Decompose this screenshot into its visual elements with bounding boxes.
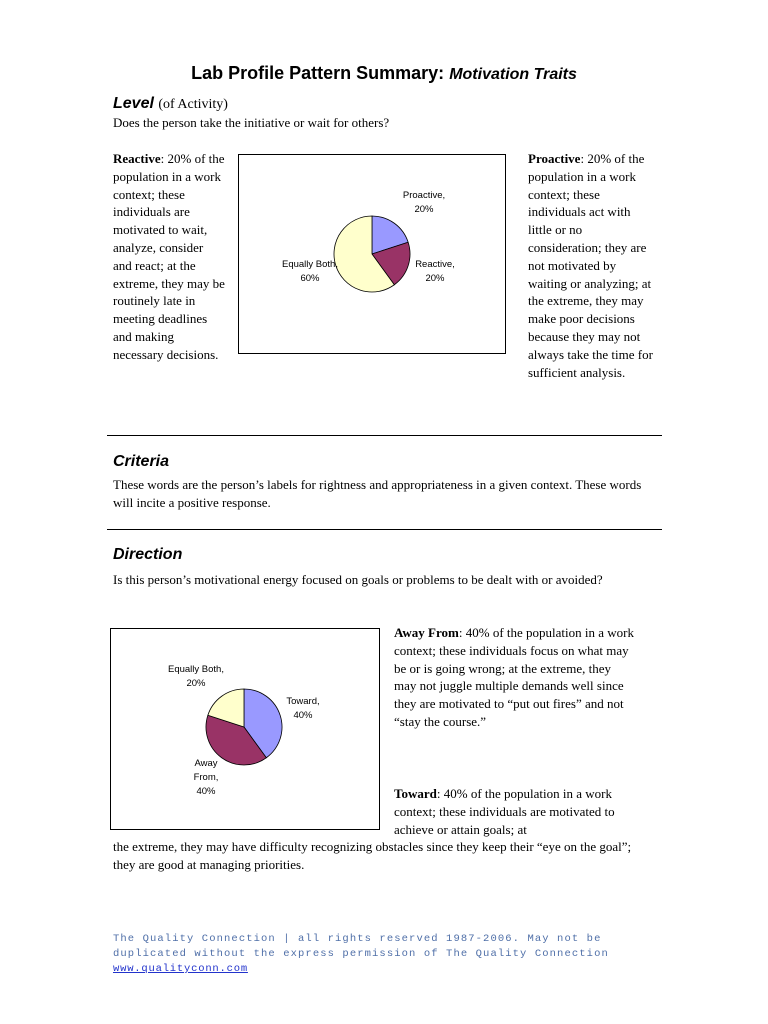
pie2-label-toward: Toward, 40% xyxy=(286,696,320,721)
proactive-term: Proactive xyxy=(528,151,581,166)
title-sub: Motivation Traits xyxy=(449,66,577,83)
toward-term: Toward xyxy=(394,786,437,801)
pie2-label-equally: Equally Both, 20% xyxy=(168,664,224,689)
level-heading-sub: (of Activity) xyxy=(158,97,228,112)
direction-pie-svg xyxy=(111,629,379,829)
title-main: Lab Profile Pattern Summary: xyxy=(191,63,445,83)
level-pie xyxy=(334,216,410,292)
reactive-description xyxy=(113,150,225,364)
toward-description-continued: the extreme, they may have difficulty recognizing obstacles since they keep their “eye on the goal”; they are good at managing priorities. xyxy=(113,839,632,872)
page-title xyxy=(0,63,768,84)
level-pie-svg xyxy=(239,155,505,353)
divider-1 xyxy=(107,435,662,436)
direction-chart xyxy=(110,628,380,830)
toward-description xyxy=(394,785,639,838)
level-question: Does the person take the initiative or wait for others? xyxy=(113,115,390,130)
away-text: : 40% of the population in a work context; these individuals focus on what may be or is going wrong; at the extreme, they may not juggle multiple demands well since they are motivated to “put out fires” and not “stay the course.” xyxy=(394,625,634,729)
proactive-text: : 20% of the population in a work context; these individuals act with little or no consideration; they are not motivated by waiting or analyzing; at the extreme, they may make poor decisions because they may not always take the time for sufficient analysis. xyxy=(528,151,653,380)
pie2-label-away: Away From, 40% xyxy=(193,758,219,797)
pie1-label-reactive: Reactive, 20% xyxy=(415,259,455,284)
level-heading xyxy=(113,95,228,113)
footer-copyright: The Quality Connection | all rights reserved 1987-2006. May not be duplicated without the express permission of The Quality Connection xyxy=(113,933,609,960)
away-from-description xyxy=(394,624,634,731)
pie1-label-equally: Equally Both, 60% xyxy=(282,259,338,284)
proactive-description xyxy=(528,150,656,381)
reactive-term: Reactive xyxy=(113,151,161,166)
level-chart xyxy=(238,154,506,354)
direction-heading: Direction xyxy=(113,546,183,563)
direction-pie xyxy=(206,689,282,765)
divider-2 xyxy=(107,529,662,530)
reactive-text: : 20% of the population in a work context; these individuals are motivated to wait, analyze, consider and react; at the extreme, they may be routinely late in meeting deadlines and making necessary decisions. xyxy=(113,151,225,362)
footer xyxy=(113,932,673,977)
footer-link[interactable]: www.qualityconn.com xyxy=(113,963,248,975)
criteria-text: These words are the person’s labels for rightness and appropriateness in a given context. These words will incite a positive response. xyxy=(113,477,642,510)
toward-text: : 40% of the population in a work context; these individuals are motivated to achieve or attain goals; at xyxy=(394,786,615,837)
direction-question: Is this person’s motivational energy focused on goals or problems to be dealt with or avoided? xyxy=(113,572,603,587)
pie1-label-proactive: Proactive, 20% xyxy=(402,190,446,215)
criteria-heading: Criteria xyxy=(113,453,170,470)
level-heading-text: Level xyxy=(113,95,154,112)
away-term: Away From xyxy=(394,625,459,640)
